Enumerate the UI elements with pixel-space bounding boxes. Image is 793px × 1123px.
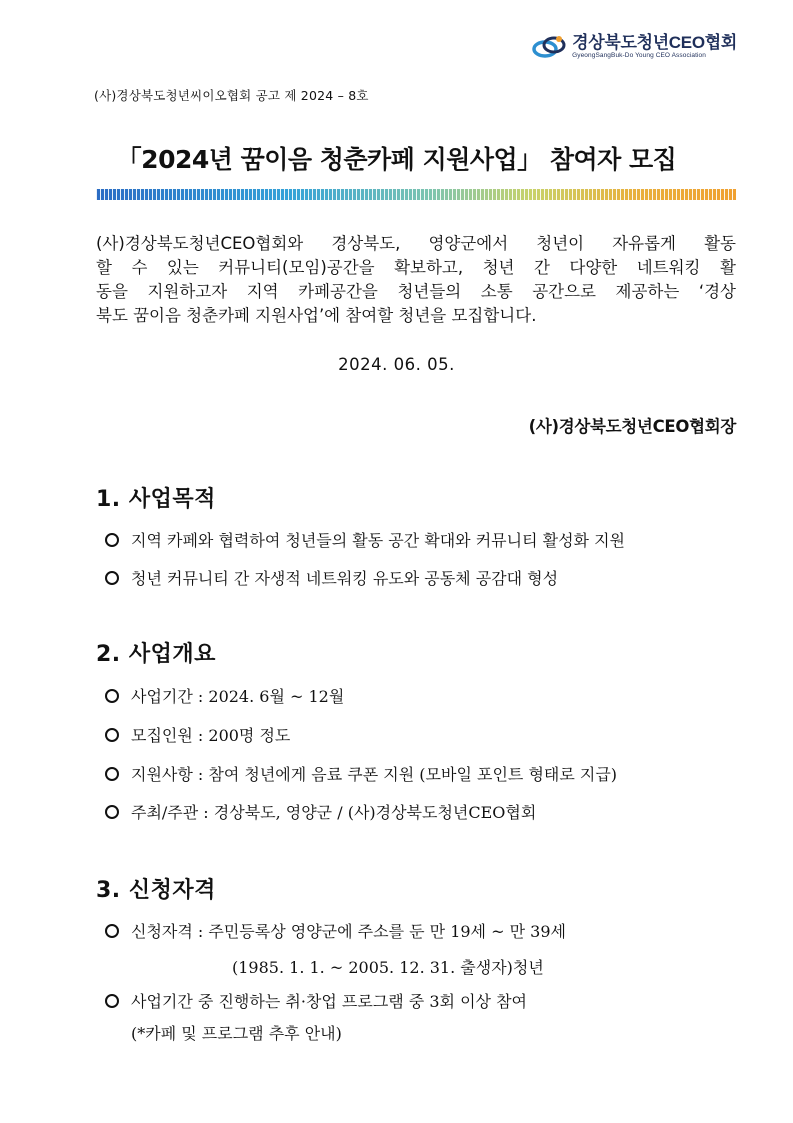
intro-word: 경상북도, (331, 234, 401, 253)
intro-line (96, 280, 736, 304)
association-emblem-icon (532, 34, 566, 60)
association-logo (532, 34, 737, 60)
list-item-text: 모집인원 : 200명 정도 (131, 726, 291, 745)
list-item (105, 800, 536, 823)
intro-word: 북도 꿈이음 청춘카페 지원사업’에 참여할 청년을 모집합니다. (96, 306, 537, 325)
list-item-text: 사업기간 : 2024. 6월 ~ 12월 (131, 687, 345, 706)
list-item-text: 청년 커뮤니티 간 자생적 네트워킹 유도와 공동체 공감대 형성 (131, 569, 559, 588)
intro-word: 다양한 (569, 258, 618, 277)
logo-name: 경상북도청년CEO협회 (572, 33, 737, 52)
intro-word: 네트워킹 (636, 258, 701, 277)
list-item-text: 주최/주관 : 경상북도, 영양군 / (사)경상북도청년CEO협회 (131, 803, 537, 822)
intro-word: 지역 (246, 282, 279, 301)
list-item (105, 989, 527, 1012)
list-item-text: 지원사항 : 참여 청년에게 음료 쿠폰 지원 (모바일 포인트 형태로 지급) (131, 765, 618, 784)
list-item-text: 지역 카페와 협력하여 청년들의 활동 공간 확대와 커뮤니티 활성화 지원 (131, 531, 625, 550)
intro-word: 청년들의 (397, 282, 462, 301)
notice-number: (사)경상북도청년씨이오협회 공고 제 2024 – 8호 (94, 88, 369, 103)
list-item-continuation: (*카페 및 프로그램 추후 안내) (131, 1024, 342, 1043)
circle-bullet-icon (105, 767, 119, 781)
list-item-text: 사업기간 중 진행하는 취·창업 프로그램 중 3회 이상 참여 (131, 992, 527, 1011)
intro-word: 지원하고자 (147, 282, 228, 301)
intro-paragraph (96, 232, 736, 328)
section-heading-eligibility: 3. 신청자격 (96, 878, 216, 903)
intro-word: 카페공간을 (298, 282, 378, 301)
title-divider-bar (96, 189, 736, 200)
intro-word: 청년이 (536, 234, 585, 253)
intro-line (96, 304, 736, 328)
intro-line (96, 256, 736, 280)
intro-word: 자유롭게 (612, 234, 676, 253)
list-item (105, 566, 558, 589)
notice-date: 2024. 06. 05. (338, 355, 455, 374)
intro-word: 커뮤니티(모임)공간을 (218, 258, 375, 277)
circle-bullet-icon (105, 533, 119, 547)
circle-bullet-icon (105, 805, 119, 819)
intro-word: 할 (96, 258, 112, 277)
intro-word: 확보하고, (394, 258, 464, 277)
circle-bullet-icon (105, 728, 119, 742)
circle-bullet-icon (105, 924, 119, 938)
intro-word: 활 (719, 258, 736, 277)
intro-word: 영양군에서 (428, 234, 509, 253)
list-item (105, 684, 344, 707)
intro-word: 활동 (704, 234, 736, 253)
logo-subtitle: GyeongSangBuk-Do Young CEO Association (572, 52, 706, 59)
list-item (105, 919, 566, 942)
section-heading-overview: 2. 사업개요 (96, 642, 216, 667)
signature: (사)경상북도청년CEO협회장 (528, 417, 736, 436)
circle-bullet-icon (105, 689, 119, 703)
intro-line (96, 232, 736, 256)
circle-bullet-icon (105, 994, 119, 1008)
intro-word: (사)경상북도청년CEO협회와 (96, 234, 304, 253)
section-heading-purpose: 1. 사업목적 (96, 487, 216, 512)
circle-bullet-icon (105, 571, 119, 585)
intro-word: 동을 (96, 282, 128, 301)
list-item (105, 528, 625, 551)
list-item-text: 신청자격 : 주민등록상 영양군에 주소를 둔 만 19세 ~ 만 39세 (131, 922, 566, 941)
list-item (105, 723, 290, 746)
intro-word: 수 (131, 258, 148, 277)
list-item-continuation: (1985. 1. 1. ~ 2005. 12. 31. 출생자)청년 (232, 958, 544, 977)
list-item (105, 762, 617, 785)
intro-word: 있는 (166, 258, 199, 277)
intro-word: 소통 (480, 282, 513, 301)
intro-word: 청년 (482, 258, 515, 277)
intro-word: 간 (533, 258, 550, 277)
intro-word: 공간으로 (532, 282, 596, 301)
intro-word: 제공하는 (615, 282, 680, 301)
page-title: 「2024년 꿈이음 청춘카페 지원사업」 참여자 모집 (116, 145, 677, 174)
intro-word: ‘경상 (698, 282, 736, 301)
